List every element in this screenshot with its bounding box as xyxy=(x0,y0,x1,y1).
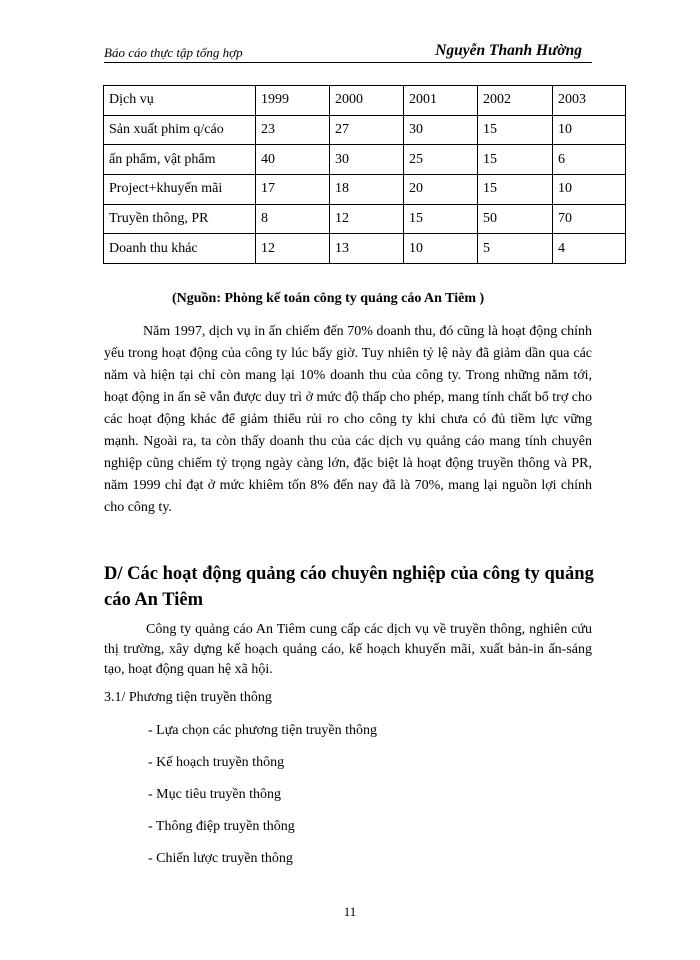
table-cell: 6 xyxy=(553,145,626,175)
table-row xyxy=(104,145,626,175)
table-cell: Sản xuất phim q/cáo xyxy=(104,115,256,145)
page-number: 11 xyxy=(343,904,357,919)
table-cell: Project+khuyến mãi xyxy=(104,175,256,205)
table-cell: 20 xyxy=(404,175,478,205)
body-paragraph: Năm 1997, dịch vụ in ấn chiếm đến 70% doanh thu, đó cũng là hoạt động chính yếu trong hoạt động của công ty lúc bấy giờ. Tuy nhiên tỷ lệ này đã giảm dần qua các năm và hiện tại chỉ còn mang lại 10% doanh thu của công ty. Trong những năm tới, hoạt động in ấn sẽ vẫn được duy trì ở mức độ thấp cho phép, mang tính chất bổ trợ cho các hoạt động khác để giảm thiểu rủi ro cho công ty khi chưa có đủ tiềm lực vững mạnh. Ngoài ra, ta còn thấy doanh thu của các dịch vụ quảng cáo mang tính chuyên nghiệp cũng chiếm tỷ trọng ngày càng lớn, đặc biệt là hoạt động truyền thông và PR, năm 1999 chỉ đạt ở mức khiêm tốn 8% đến nay đã là 70%, mang lại nguồn lợi chính cho công ty. xyxy=(104,324,592,515)
list-item: - Lựa chọn các phương tiện truyền thông xyxy=(148,723,378,738)
table-cell: 4 xyxy=(553,234,626,264)
table-cell: 10 xyxy=(553,115,626,145)
revenue-table xyxy=(103,85,626,264)
table-cell: 5 xyxy=(478,234,553,264)
table-cell: 15 xyxy=(478,115,553,145)
table-header-cell: Dịch vụ xyxy=(104,86,256,116)
table-cell: ấn phẩm, vật phẩm xyxy=(104,145,256,175)
table-header-cell: 2003 xyxy=(553,86,626,116)
table-cell: 27 xyxy=(330,115,404,145)
table-cell: 30 xyxy=(404,115,478,145)
table-cell: 15 xyxy=(404,204,478,234)
author-name: Nguyễn Thanh Hường xyxy=(435,42,582,59)
subsection-heading: 3.1/ Phương tiện truyền thông xyxy=(104,690,272,705)
table-header-row xyxy=(104,86,626,116)
table-cell: Truyền thông, PR xyxy=(104,204,256,234)
table-cell: 12 xyxy=(256,234,330,264)
table-cell: 15 xyxy=(478,175,553,205)
table-cell: 8 xyxy=(256,204,330,234)
section-heading: D/ Các hoạt động quảng cáo chuyên nghiệp của công ty quảng cáo An Tiêm xyxy=(104,564,594,610)
table-cell: 10 xyxy=(404,234,478,264)
table-header-cell: 2000 xyxy=(330,86,404,116)
table-row xyxy=(104,175,626,205)
table-cell: 23 xyxy=(256,115,330,145)
table-cell: 12 xyxy=(330,204,404,234)
list-item: - Kế hoạch truyền thông xyxy=(148,755,285,770)
table-cell: Doanh thu khác xyxy=(104,234,256,264)
body-paragraph: Công ty quảng cáo An Tiêm cung cấp các dịch vụ về truyền thông, nghiên cứu thị trường, xây dựng kế hoạch quảng cáo, kế hoạch khuyến mãi, xuất bản-in ấn-sáng tạo, hoạt động quan hệ xã hội. xyxy=(104,622,592,677)
page-header xyxy=(104,42,592,63)
table-header-cell: 2001 xyxy=(404,86,478,116)
table-cell: 10 xyxy=(553,175,626,205)
table-row xyxy=(104,115,626,145)
table-cell: 70 xyxy=(553,204,626,234)
bullet-list xyxy=(148,721,377,881)
table-cell: 40 xyxy=(256,145,330,175)
table-cell: 50 xyxy=(478,204,553,234)
list-item: - Thông điệp truyền thông xyxy=(148,819,295,834)
table-cell: 25 xyxy=(404,145,478,175)
list-item: - Mục tiêu truyền thông xyxy=(148,787,281,802)
table-header-cell: 1999 xyxy=(256,86,330,116)
table-header-cell: 2002 xyxy=(478,86,553,116)
table-cell: 15 xyxy=(478,145,553,175)
table-row xyxy=(104,234,626,264)
table-cell: 17 xyxy=(256,175,330,205)
table-cell: 13 xyxy=(330,234,404,264)
table-source-note: (Nguồn: Phòng kế toán công ty quảng cáo An Tiêm ) xyxy=(172,291,485,306)
report-title: Báo cáo thực tập tổng hợp xyxy=(104,45,243,60)
table-row xyxy=(104,204,626,234)
table-cell: 30 xyxy=(330,145,404,175)
table-cell: 18 xyxy=(330,175,404,205)
list-item: - Chiến lược truyền thông xyxy=(148,851,293,866)
